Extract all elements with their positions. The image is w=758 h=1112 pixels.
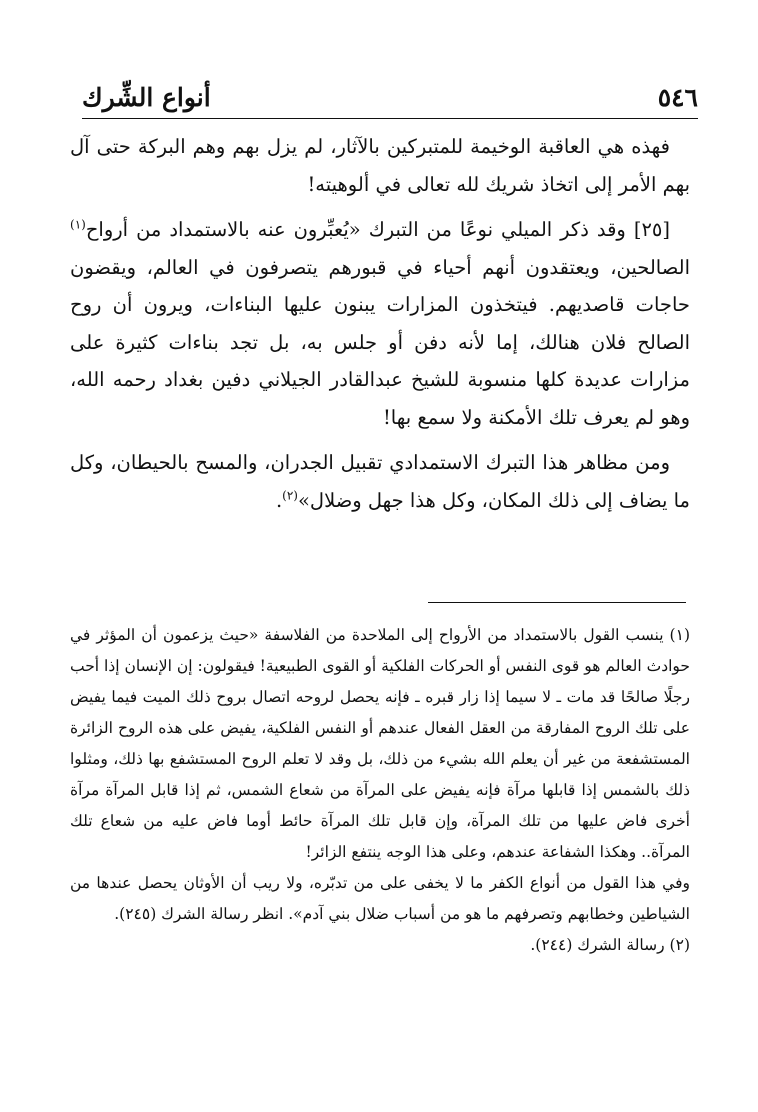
footnote-2: (٢) رسالة الشرك (٢٤٤). — [530, 936, 690, 954]
footnote-separator — [428, 602, 686, 603]
paragraph-3-text: ومن مظاهر هذا التبرك الاستمدادي تقبيل الجدران، والمسح بالحيطان، وكل ما يضاف إلى ذلك المكان، وكل هذا جهل وضلال» — [70, 451, 690, 512]
main-text — [70, 128, 690, 519]
paragraph-3-end: . — [275, 488, 283, 512]
page-number: ٥٤٦ — [657, 83, 698, 112]
paragraph-2-rest: الصالحين، ويعتقدون أنهم أحياء في قبورهم يتصرفون في العالم، ويقضون حاجات قاصديهم. فيتخذون المزارات يبنون عليها البناءات، ويرون أن روح الصالح فلان هنالك، إما لأنه دفن أو جلس به، بل تجد بناءات كثيرة على مزارات عديدة كلها منسوبة للشيخ عبدالقادر الجيلاني دفين بغداد رحمه الله، وهو لم يعرف تلك الأمكنة ولا سمع بها! — [70, 255, 690, 429]
running-title: أنواع الشِّرك — [82, 83, 211, 112]
footnote-ref-1: (١) — [70, 217, 86, 232]
paragraph-3 — [70, 444, 690, 519]
paragraph-2 — [70, 211, 690, 436]
footnote-1: (١) ينسب القول بالاستمداد من الأرواح إلى الملاحدة من الفلاسفة «حيث يزعمون أن المؤثر في حوادث العالم هو قوى النفس أو الحركات الفلكية أو القوى الطبيعية! فيقولون: إن الإنسان إذا أحب رجلًا صالحًا قد مات ـ لا سيما إذا زار قبره ـ فإنه يحصل لروحه اتصال بروح ذلك الميت فيما يفيض على تلك الروح المفارقة من العقل الفعال عندهم أو النفس الفلكية، يفيض على هذه الروح الزائرة المستشفعة من غير أن يعلم الله بشيء من ذلك، بل وقد لا تعلم الروح المستشفع بها ذلك، ومثلوا ذلك بالشمس إذا قابلها مرآة فإنه يفيض على المرآة من شعاع الشمس، ثم إذا قابل المرآة مرآة أخرى فاض عليها من تلك المرآة، وإن قابل تلك المرآة حائط أوما فاض عليه من شعاع تلك المرآة.. وهكذا الشفاعة عندهم، وعلى هذا الوجه ينتفع الزائر! — [70, 626, 690, 861]
paragraph-1: فهذه هي العاقبة الوخيمة للمتبركين بالآثار، لم يزل بهم وهم البركة حتى آل بهم الأمر إلى اتخاذ شريك لله تعالى في ألوهيته! — [70, 135, 690, 196]
footnotes — [70, 620, 690, 961]
page-header — [82, 72, 698, 119]
footnote-ref-2: (٢) — [282, 488, 298, 502]
paragraph-2-text: [٢٥] وقد ذكر الميلي نوعًا من التبرك «يُعبِّرون عنه بالاستمداد من أرواح — [85, 218, 670, 241]
footnote-1-continuation: وفي هذا القول من أنواع الكفر ما لا يخفى على من تدبّره، ولا ريب أن الأوثان يحصل عندها من الشياطين وخطابهم وتصرفهم ما هو من أسباب ضلال بني آدم». انظر رسالة الشرك (٢٤٥). — [70, 874, 690, 923]
